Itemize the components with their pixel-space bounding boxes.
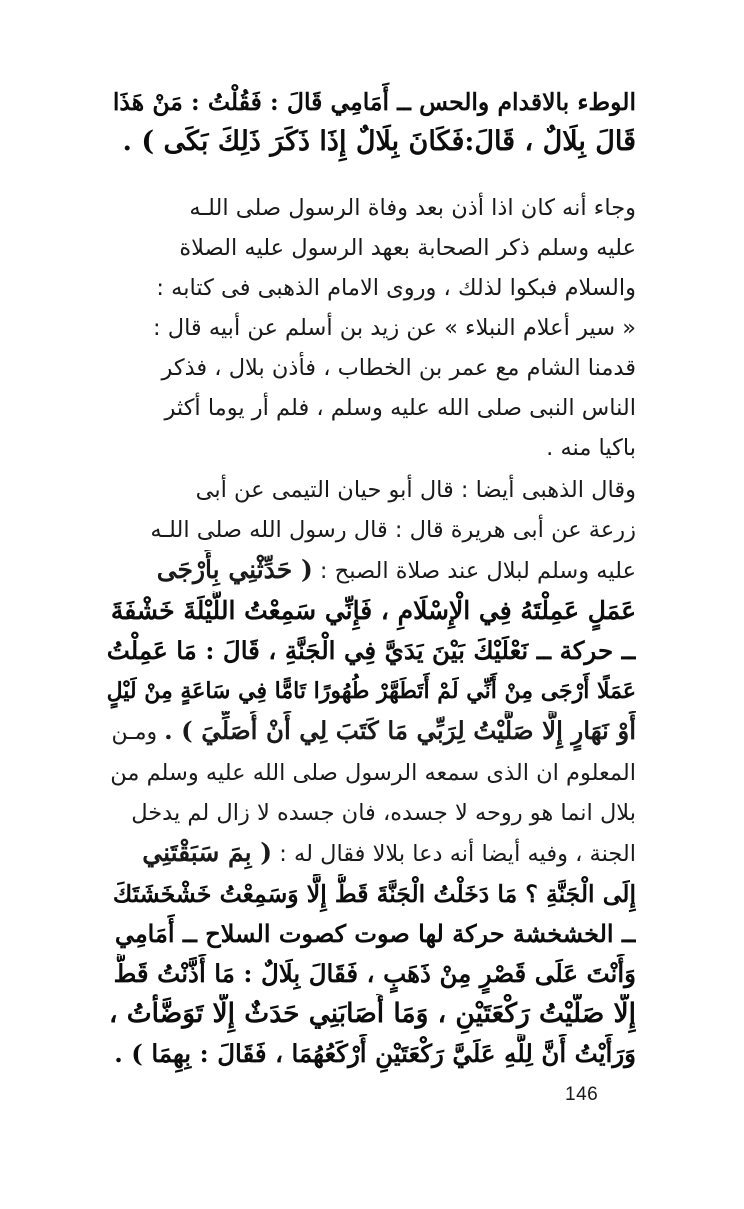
paragraph-dhahabi-siyar <box>106 188 636 468</box>
hadith-line: إِلَى الْجَنَّةِ ؟ مَا دَخَلْتُ الْجَنَّةَ قَطُّ إِلَّا وَسَمِعْتُ خَشْخَشَتَكَ <box>112 880 636 908</box>
text-line: والسلام فبكوا لذلك ، وروى الامام الذهبى فى كتابه : <box>156 275 636 301</box>
hadith-line: وَأَنْتَ عَلَى قَصْرٍ مِنْ ذَهَبٍ ، فَقَالَ بِلَالٌ : مَا أَذَّنْتُ قَطُّ <box>113 959 636 988</box>
text-line-mixed <box>106 711 636 753</box>
text-line: قدمنا الشام مع عمر بن الخطاب ، فأذن بلال ، فذكر <box>161 355 636 381</box>
hadith-line: وَرَأَيْتُ أَنَّ لِلَّهِ عَلَيَّ رَكْعَتَيْنِ أَرْكَعُهُمَا ، فَقَالَ : بِهِمَا ) . <box>114 1039 636 1068</box>
text-line: زرعة عن أبى هريرة قال : قال رسول الله صلى اللـه <box>150 517 636 543</box>
text-line: قَالَ بِلَالٌ ، قَالَ:فَكَانَ بِلَالٌ إِذَا ذَكَرَ ذَلِكَ بَكَى ) . <box>122 126 636 157</box>
text-line: عليه وسلم ذكر الصحابة بعهد الرسول عليه الصلاة <box>179 235 636 261</box>
hadith-line: عَمَلٍ عَمِلْتَهُ فِي الْإِسْلَامِ ، فَإِنِّي سَمِعْتُ اللَّيْلَةَ خَشْفَةَ <box>110 596 636 625</box>
text-line: المعلوم ان الذى سمعه الرسول صلى الله عليه وسلم من <box>110 760 636 786</box>
text-segment: ومـن <box>111 720 165 745</box>
paragraph-abu-hurayra-hadith <box>106 470 636 1074</box>
opening-hadith-block <box>106 82 636 162</box>
text-line-mixed <box>106 550 636 591</box>
hadith-quote-segment: أَوْ نَهَارٍ إِلَّا صَلَّيْتُ لِرَبِّي مَا كَتَبَ لِي أَنْ أُصَلِّيَ ) . <box>164 716 636 745</box>
page-number: 146 <box>565 1084 599 1105</box>
text-line: باكيا منه . <box>546 435 636 461</box>
hadith-line: ــ الخشخشة حركة لها صوت كصوت السلاح ــ أَمَامِي <box>114 919 636 948</box>
hadith-line: إِلَّا صَلَّيْتُ رَكْعَتَيْنِ ، وَمَا أَصَابَنِي حَدَثٌ إِلَّا تَوَضَّأْتُ ، <box>108 998 636 1029</box>
text-line: الوطء بالاقدام والحس ــ أَمَامِي قَالَ : فَقُلْتُ : مَنْ هَذَا <box>112 88 636 116</box>
hadith-line: ــ حركة ــ نَعْلَيْكَ بَيْنَ يَدَيَّ فِي الْجَنَّةِ ، قَالَ : مَا عَمِلْتُ <box>106 636 636 665</box>
hadith-quote-segment: ( بِمَ سَبَقْتَنِي <box>142 838 273 867</box>
text-segment: الجنة ، وفيه أيضا أنه دعا بلالا فقال له : <box>272 841 636 867</box>
hadith-line: عَمَلًا أَرْجَى مِنْ أَنِّي لَمْ أَتَطَهَّرْ طُهُورًا تَامًّا فِي سَاعَةٍ مِنْ لَيْلٍ <box>106 678 636 704</box>
text-line-mixed <box>106 833 636 874</box>
text-line: وجاء أنه كان اذا أذن بعد وفاة الرسول صلى اللـه <box>189 195 636 221</box>
text-line: « سير أعلام النبلاء » عن زيد بن أسلم عن أبيه قال : <box>152 315 636 341</box>
text-line: وقال الذهبى أيضا : قال أبو حيان التيمى عن أبى <box>195 477 636 503</box>
text-segment: عليه وسلم لبلال عند صلاة الصبح : <box>312 558 636 584</box>
text-line: بلال انما هو روحه لا جسده، فان جسده لا زال لم يدخل <box>131 800 636 826</box>
text-line: الناس النبى صلى الله عليه وسلم ، فلم أر يوما أكثر <box>164 395 636 421</box>
hadith-quote-segment: ( حَدِّثْنِي بِأَرْجَى <box>156 555 313 584</box>
